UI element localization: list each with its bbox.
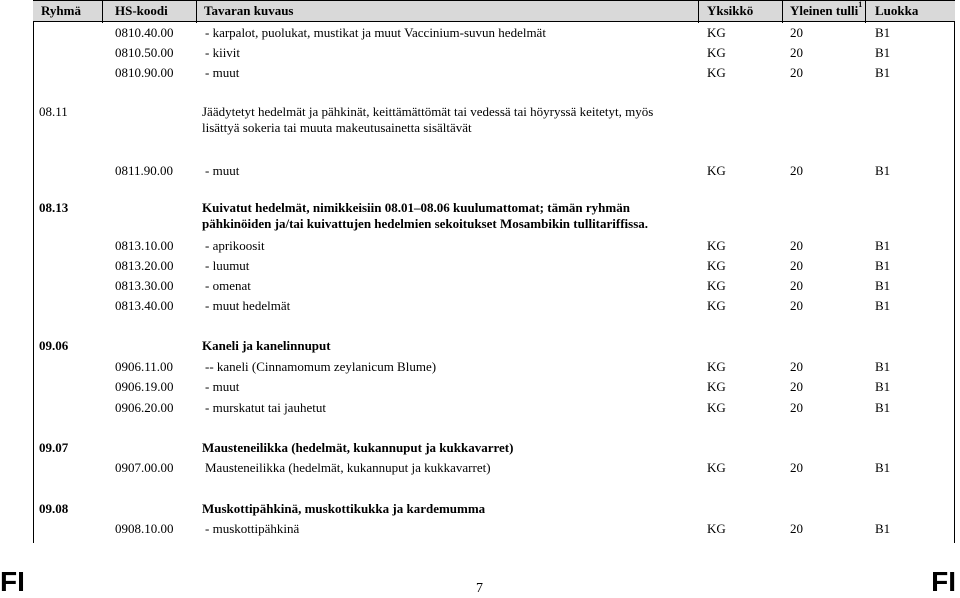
header-unit: Yksikkö (707, 3, 754, 18)
header-group: Ryhmä (41, 3, 81, 18)
unit-cell: KG (707, 400, 726, 415)
tariff-cell: 20 (790, 238, 803, 253)
page-number: 7 (476, 581, 483, 596)
unit-cell: KG (707, 163, 726, 178)
hs-code-cell: 0907.00.00 (115, 460, 174, 475)
hs-code-cell: 0813.20.00 (115, 258, 174, 273)
hs-code-cell: 0811.90.00 (115, 163, 174, 178)
category-cell: B1 (875, 379, 891, 394)
header-tariff-footnote: 1 (858, 0, 863, 9)
group-description-cell: Mausteneilikka (hedelmät, kukannuput ja kukkavarret) (202, 440, 514, 455)
hs-code-cell: 0813.10.00 (115, 238, 174, 253)
category-cell: B1 (875, 45, 891, 60)
group-code-cell: 09.06 (39, 338, 69, 353)
header-hs-code: HS-koodi (115, 3, 168, 18)
hs-code-cell: 0906.20.00 (115, 400, 174, 415)
header-divider (782, 1, 783, 23)
description-cell: - muut (205, 379, 240, 394)
description-cell: - luumut (205, 258, 250, 273)
description-cell: -- kaneli (Cinnamomum zeylanicum Blume) (205, 359, 437, 374)
description-cell: - muskottipähkinä (205, 521, 300, 536)
header-tariff-label: Yleinen tulli (790, 3, 859, 18)
tariff-cell: 20 (790, 258, 803, 273)
category-cell: B1 (875, 521, 891, 536)
description-cell: - muut hedelmät (205, 298, 291, 313)
category-cell: B1 (875, 400, 891, 415)
header-divider (698, 1, 699, 23)
category-cell: B1 (875, 278, 891, 293)
group-description-cell: Kuivatut hedelmät, nimikkeisiin 08.01–08.06 kuulumattomat; tämän ryhmän pähkinöiden ja/tai kuivattujen hedelmien sekoitukset Mosambikin tullitariffissa. (202, 200, 649, 231)
hs-code-cell: 0810.40.00 (115, 25, 174, 40)
unit-cell: KG (707, 379, 726, 394)
unit-cell: KG (707, 298, 726, 313)
description-cell: - kiivit (205, 45, 241, 60)
tariff-cell: 20 (790, 521, 803, 536)
tariff-cell: 20 (790, 400, 803, 415)
hs-code-cell: 0813.40.00 (115, 298, 174, 313)
category-cell: B1 (875, 460, 891, 475)
hs-code-cell: 0908.10.00 (115, 521, 174, 536)
header-description: Tavaran kuvaus (204, 3, 294, 18)
category-cell: B1 (875, 359, 891, 374)
hs-code-cell: 0906.11.00 (115, 359, 174, 374)
tariff-cell: 20 (790, 359, 803, 374)
tariff-cell: 20 (790, 45, 803, 60)
description-cell: - muut (205, 163, 240, 178)
unit-cell: KG (707, 359, 726, 374)
hs-code-cell: 0810.50.00 (115, 45, 174, 60)
category-cell: B1 (875, 258, 891, 273)
header-category: Luokka (875, 3, 919, 18)
unit-cell: KG (707, 238, 726, 253)
unit-cell: KG (707, 278, 726, 293)
unit-cell: KG (707, 45, 726, 60)
unit-cell: KG (707, 521, 726, 536)
unit-cell: KG (707, 25, 726, 40)
description-cell: - muut (205, 65, 240, 80)
description-cell: - omenat (205, 278, 251, 293)
tariff-cell: 20 (790, 460, 803, 475)
hs-code-cell: 0810.90.00 (115, 65, 174, 80)
group-description-cell: Muskottipähkinä, muskottikukka ja kardemumma (202, 501, 486, 516)
group-description-cell: Kaneli ja kanelinnuput (202, 338, 331, 353)
hs-code-cell: 0813.30.00 (115, 278, 174, 293)
category-cell: B1 (875, 65, 891, 80)
tariff-cell: 20 (790, 379, 803, 394)
category-cell: B1 (875, 238, 891, 253)
header-divider (865, 1, 866, 23)
group-code-cell: 09.07 (39, 440, 69, 455)
tariff-cell: 20 (790, 65, 803, 80)
unit-cell: KG (707, 258, 726, 273)
description-cell: - murskatut tai jauhetut (205, 400, 326, 415)
description-cell: Mausteneilikka (hedelmät, kukannuput ja kukkavarret) (205, 460, 491, 475)
hs-code-cell: 0906.19.00 (115, 379, 174, 394)
unit-cell: KG (707, 65, 726, 80)
description-cell: - karpalot, puolukat, mustikat ja muut Vaccinium-suvun hedelmät (205, 25, 546, 40)
footer-language-left: FI (0, 566, 25, 597)
group-code-cell: 08.13 (39, 200, 69, 215)
tariff-cell: 20 (790, 298, 803, 313)
description-cell: - aprikoosit (205, 238, 265, 253)
header-divider (102, 1, 103, 23)
category-cell: B1 (875, 163, 891, 178)
category-cell: B1 (875, 298, 891, 313)
category-cell: B1 (875, 25, 891, 40)
header-divider (196, 1, 197, 23)
table-header (33, 0, 955, 22)
tariff-cell: 20 (790, 163, 803, 178)
group-code-cell: 08.11 (39, 104, 68, 119)
unit-cell: KG (707, 460, 726, 475)
group-description-cell: Jäädytetyt hedelmät ja pähkinät, keittämättömät tai vedessä tai höyryssä keitetyt, myös lisättyä sokeria tai muuta makeutusainetta sisältävät (202, 104, 654, 135)
header-tariff (790, 1, 862, 21)
tariff-cell: 20 (790, 25, 803, 40)
tariff-cell: 20 (790, 278, 803, 293)
footer-language-right: FI (931, 566, 956, 597)
group-code-cell: 09.08 (39, 501, 69, 516)
